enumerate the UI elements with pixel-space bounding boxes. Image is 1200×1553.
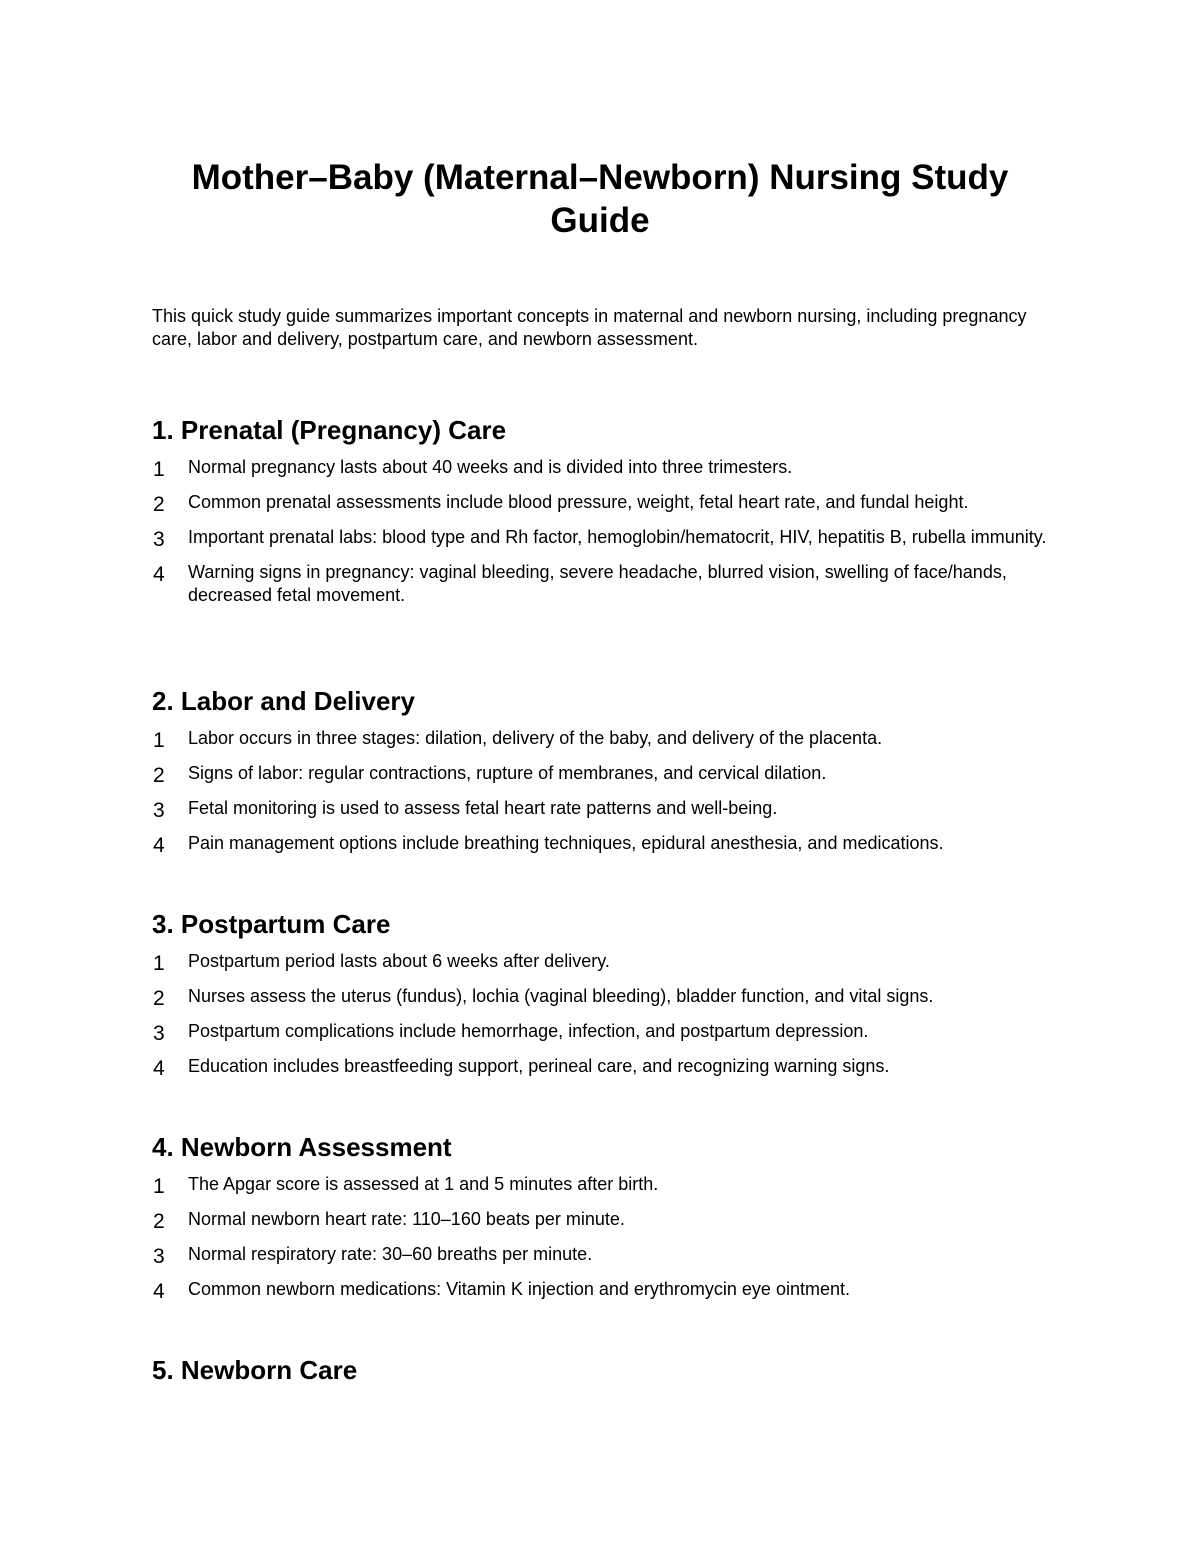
item-number: 4 [153, 834, 165, 857]
item-number: 3 [153, 799, 165, 822]
item-text: Signs of labor: regular contractions, rupture of membranes, and cervical dilation. [188, 763, 827, 783]
item-text: Nurses assess the uterus (fundus), lochia (vaginal bleeding), bladder function, and vital signs. [188, 986, 934, 1006]
list-item [152, 832, 1052, 855]
item-text: Important prenatal labs: blood type and Rh factor, hemoglobin/hematocrit, HIV, hepatitis B, rubella immunity. [188, 527, 1047, 547]
item-number: 1 [153, 952, 165, 975]
section-list [152, 456, 1052, 607]
section-heading: 2. Labor and Delivery [152, 686, 415, 716]
section-heading: 1. Prenatal (Pregnancy) Care [152, 415, 507, 445]
item-text: Normal newborn heart rate: 110–160 beats per minute. [188, 1209, 625, 1229]
list-item [152, 526, 1052, 549]
item-text: Common newborn medications: Vitamin K injection and erythromycin eye ointment. [188, 1279, 850, 1299]
item-number: 1 [153, 729, 165, 752]
list-item [152, 762, 1052, 785]
list-item [152, 456, 1052, 479]
item-number: 1 [153, 458, 165, 481]
section-newborn-care [152, 1354, 1052, 1386]
item-number: 2 [153, 1210, 165, 1233]
list-item [152, 1020, 1052, 1043]
item-text: Pain management options include breathing techniques, epidural anesthesia, and medications. [188, 833, 944, 853]
section-list [152, 1173, 1052, 1301]
item-text: Fetal monitoring is used to assess fetal heart rate patterns and well-being. [188, 798, 778, 818]
item-number: 3 [153, 1245, 165, 1268]
item-text: Postpartum period lasts about 6 weeks after delivery. [188, 951, 610, 971]
section-prenatal-care [152, 414, 1052, 619]
item-number: 3 [153, 528, 165, 551]
intro-paragraph: This quick study guide summarizes important concepts in maternal and newborn nursing, including pregnancy care, labor and delivery, postpartum care, and newborn assessment. [152, 306, 1027, 349]
list-item [152, 985, 1052, 1008]
document-title: Mother–Baby (Maternal–Newborn) Nursing Study Guide [191, 158, 1009, 240]
section-postpartum-care [152, 908, 1052, 1090]
section-labor-delivery [152, 685, 1052, 867]
section-newborn-assessment [152, 1131, 1052, 1313]
list-item [152, 561, 1052, 607]
section-heading: 4. Newborn Assessment [152, 1132, 452, 1162]
item-text: Warning signs in pregnancy: vaginal bleeding, severe headache, blurred vision, swelling of face/hands, decreased fetal movement. [188, 562, 1007, 605]
list-item [152, 727, 1052, 750]
item-text: The Apgar score is assessed at 1 and 5 minutes after birth. [188, 1174, 659, 1194]
list-item [152, 1208, 1052, 1231]
item-text: Normal pregnancy lasts about 40 weeks and is divided into three trimesters. [188, 457, 793, 477]
item-text: Education includes breastfeeding support, perineal care, and recognizing warning signs. [188, 1056, 890, 1076]
item-number: 2 [153, 493, 165, 516]
list-item [152, 1243, 1052, 1266]
item-number: 4 [153, 1057, 165, 1080]
list-item [152, 1278, 1052, 1301]
list-item [152, 491, 1052, 514]
item-text: Postpartum complications include hemorrhage, infection, and postpartum depression. [188, 1021, 869, 1041]
item-text: Normal respiratory rate: 30–60 breaths per minute. [188, 1244, 593, 1264]
list-item [152, 797, 1052, 820]
list-item [152, 950, 1052, 973]
section-list [152, 727, 1052, 855]
item-number: 2 [153, 987, 165, 1010]
item-text: Common prenatal assessments include blood pressure, weight, fetal heart rate, and fundal height. [188, 492, 969, 512]
item-number: 4 [153, 1280, 165, 1303]
section-heading: 5. Newborn Care [152, 1355, 358, 1385]
item-number: 3 [153, 1022, 165, 1045]
item-number: 1 [153, 1175, 165, 1198]
section-list [152, 950, 1052, 1078]
item-text: Labor occurs in three stages: dilation, delivery of the baby, and delivery of the placenta. [188, 728, 883, 748]
list-item [152, 1055, 1052, 1078]
item-number: 2 [153, 764, 165, 787]
item-number: 4 [153, 563, 165, 586]
list-item [152, 1173, 1052, 1196]
section-heading: 3. Postpartum Care [152, 909, 391, 939]
